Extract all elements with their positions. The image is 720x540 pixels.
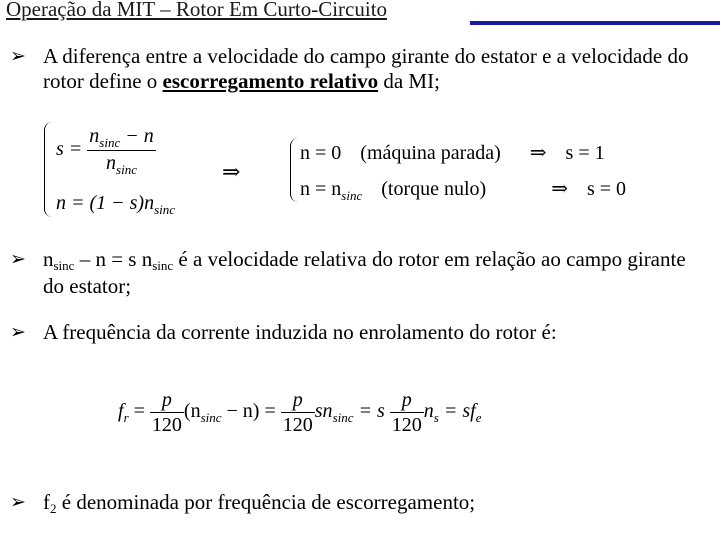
arrow-bullet-icon: ➢ bbox=[10, 248, 26, 270]
bullet-3-text: A frequência da corrente induzida no enrolamento do rotor é: bbox=[43, 320, 557, 344]
slip-equation: s = $\frac{n_{sinc} - n}{n_{sinc}}$ bbox=[56, 125, 154, 177]
bullet-4-text: é denominada por frequência de escorregamento; bbox=[56, 490, 476, 514]
bullet-1-text: A diferença entre a velocidade do campo girante do estator e a velocidade do rotor define o bbox=[43, 44, 689, 93]
bullet-1-text-end: da MI; bbox=[378, 69, 440, 93]
implies-symbol: ⇒ bbox=[222, 160, 241, 185]
bullet-3 bbox=[10, 320, 710, 345]
bullet-2-text: é a velocidade relativa do rotor em relação ao campo girante do estator; bbox=[43, 247, 686, 298]
title-rule bbox=[470, 21, 720, 25]
case-2: $n = n_{sinc}$ (torque nulo) ⇒ s = 0 bbox=[300, 176, 627, 203]
frequency-equation: $f_r$ = $\frac{p}{120}$ $(n_{sinc} - n)$ = $\frac{p}{120}$ $sn_{sinc} = s$ $\frac{p}{120}$ $n_s = sf_e$ bbox=[118, 389, 482, 436]
bullet-1 bbox=[10, 44, 710, 94]
speed-equation: $n = (1 - s)n_{sinc}$ bbox=[56, 192, 176, 217]
bullet-2: ➢ nsinc – n = s nsinc é a velocidade relativa do rotor em relação ao campo girante do estator; bbox=[10, 247, 686, 298]
bullet-1-emphasis: escorregamento relativo bbox=[162, 69, 379, 93]
arrow-bullet-icon: ➢ bbox=[10, 491, 26, 513]
page-title: Operação da MIT – Rotor Em Curto-Circuito bbox=[6, 0, 388, 21]
slip-fraction: $\frac{n_{sinc} - n}{n_{sinc}}$ bbox=[89, 125, 154, 177]
left-brace bbox=[44, 122, 55, 217]
arrow-bullet-icon: ➢ bbox=[10, 45, 26, 67]
case-1: n = 0 (máquina parada) ⇒ s = 1 bbox=[300, 140, 605, 164]
bullet-4: ➢ f2 é denominada por frequência de escorregamento; bbox=[10, 490, 476, 516]
arrow-bullet-icon: ➢ bbox=[10, 321, 26, 343]
